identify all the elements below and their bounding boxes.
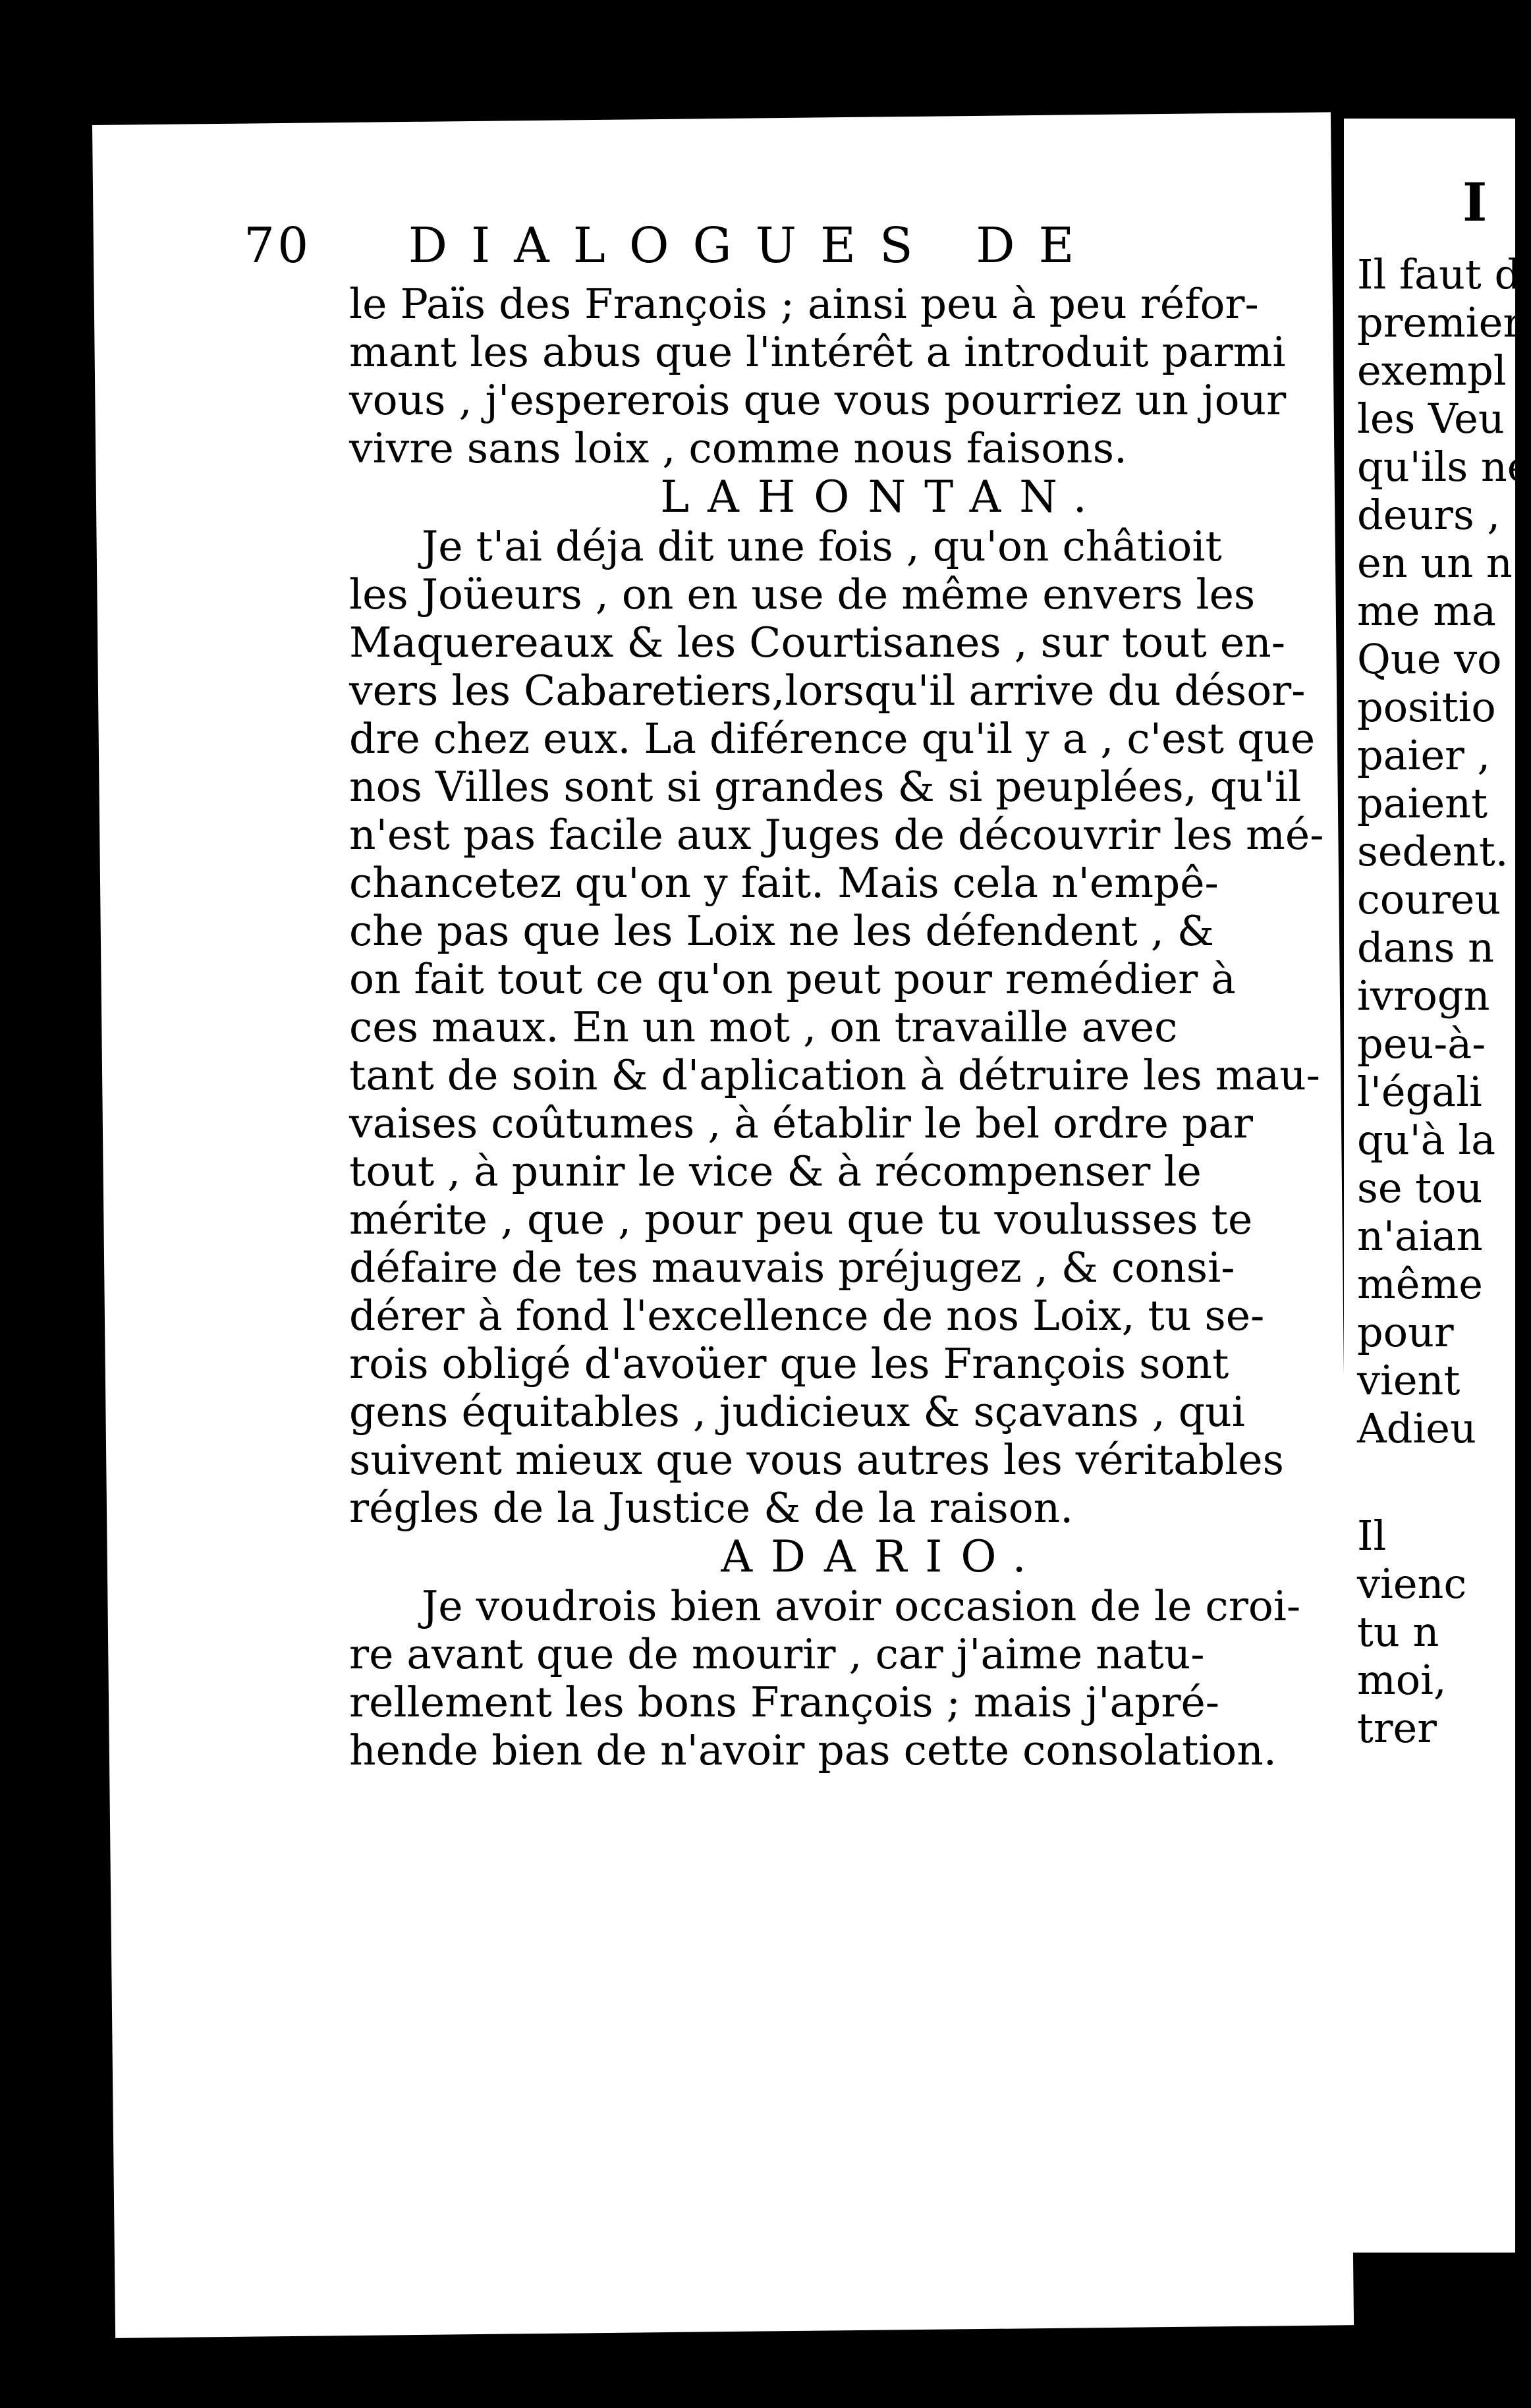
text-line: vous , j'espererois que vous pourriez un jour xyxy=(349,376,1287,424)
text-line: hende bien de n'avoir pas cette consolation. xyxy=(349,1726,1277,1774)
text-line: Que vo xyxy=(1357,635,1502,683)
left-page-text xyxy=(349,280,1324,1774)
running-header xyxy=(244,217,1098,274)
text-line: les Veu xyxy=(1357,395,1505,443)
text-line: n'est pas facile aux Juges de découvrir les mé- xyxy=(349,811,1324,859)
text-line: gens équitables , judicieux & sçavans , qui xyxy=(349,1388,1245,1436)
text-line: tant de soin & d'aplication à détruire les mau- xyxy=(349,1051,1320,1099)
speaker-heading-adario: ADARIO. xyxy=(721,1531,1045,1582)
text-line: chancetez qu'on y fait. Mais cela n'empê- xyxy=(349,859,1219,907)
text-line: rellement les bons François ; mais j'apré- xyxy=(349,1678,1220,1726)
text-line: se tou xyxy=(1357,1164,1483,1212)
text-line: en un n xyxy=(1357,539,1513,587)
text-line: re avant que de mourir , car j'aime natu- xyxy=(349,1630,1205,1678)
text-line: n'aian xyxy=(1357,1212,1483,1260)
text-line: les Joüeurs , on en use de même envers les xyxy=(349,570,1256,618)
text-line: l'égali xyxy=(1357,1068,1482,1116)
text-line: deurs , xyxy=(1357,491,1501,539)
text-line: positio xyxy=(1357,683,1496,731)
text-line: Il xyxy=(1357,1512,1387,1560)
text-line: Adieu xyxy=(1357,1404,1476,1452)
text-line: suivent mieux que vous autres les véritables xyxy=(349,1436,1284,1484)
text-line: vaises coûtumes , à établir le bel ordre par xyxy=(349,1099,1253,1147)
right-page-header-fragment: I xyxy=(1462,171,1488,233)
text-line: trer xyxy=(1357,1704,1437,1752)
text-line: dérer à fond l'excellence de nos Loix, tu se- xyxy=(349,1292,1265,1340)
text-line: dans n xyxy=(1357,923,1495,971)
speaker-heading-lahontan: LAHONTAN. xyxy=(660,472,1105,522)
text-line: premier xyxy=(1357,298,1522,346)
text-line: me ma xyxy=(1357,587,1496,635)
text-line: le Païs des François ; ainsi peu à peu réfor- xyxy=(349,280,1259,328)
text-line: rois obligé d'avoüer que les François sont xyxy=(349,1340,1229,1388)
text-line: nos Villes sont si grandes & si peuplées, qu'il xyxy=(349,763,1302,811)
text-line: ces maux. En un mot , on travaille avec xyxy=(349,1003,1178,1051)
text-line: défaire de tes mauvais préjugez , & consi- xyxy=(349,1244,1235,1292)
text-line: qu'ils ne xyxy=(1357,443,1531,491)
text-line: exempl xyxy=(1357,346,1507,395)
text-line: tout , à punir le vice & à récompenser le xyxy=(349,1147,1202,1195)
text-line: coureu xyxy=(1357,875,1501,923)
text-line: on fait tout ce qu'on peut pour remédier à xyxy=(349,955,1236,1003)
text-line: Maquereaux & les Courtisanes , sur tout en- xyxy=(349,618,1286,667)
text-line: paier , xyxy=(1357,731,1491,779)
text-line: vivre sans loix , comme nous faisons. xyxy=(349,424,1128,472)
text-line: sedent. xyxy=(1357,827,1509,875)
text-line: mant les abus que l'intérêt a introduit parmi xyxy=(349,328,1286,376)
text-line: peu-à- xyxy=(1357,1020,1486,1068)
text-line: ivrogn xyxy=(1357,971,1490,1020)
text-line: qu'à la xyxy=(1357,1116,1496,1164)
text-line: moi, xyxy=(1357,1656,1447,1704)
text-line: dre chez eux. La diférence qu'il y a , c'est que xyxy=(349,715,1316,763)
page-number: 70 xyxy=(244,217,312,274)
text-line: mérite , que , pour peu que tu voulusses te xyxy=(349,1195,1253,1244)
text-line: paient xyxy=(1357,779,1488,827)
right-page-text xyxy=(1357,250,1531,1752)
text-line: che pas que les Loix ne les défendent , & xyxy=(349,907,1215,955)
text-line: pour xyxy=(1357,1308,1454,1356)
text-line: vers les Cabaretiers,lorsqu'il arrive du désor- xyxy=(349,667,1306,715)
text-line: Je voudrois bien avoir occasion de le croi- xyxy=(422,1582,1301,1630)
paragraph-gap xyxy=(1357,1452,1515,1512)
text-line: tu n xyxy=(1357,1608,1439,1656)
text-line: vienc xyxy=(1357,1560,1467,1608)
running-head-title: DIALOGUES DE xyxy=(408,217,1098,274)
text-line: vient xyxy=(1357,1356,1461,1404)
text-line: Je t'ai déja dit une fois , qu'on châtioit xyxy=(422,522,1222,570)
text-line: même xyxy=(1357,1260,1483,1308)
text-line: régles de la Justice & de la raison. xyxy=(349,1484,1074,1532)
text-line: Il faut d xyxy=(1357,250,1521,298)
